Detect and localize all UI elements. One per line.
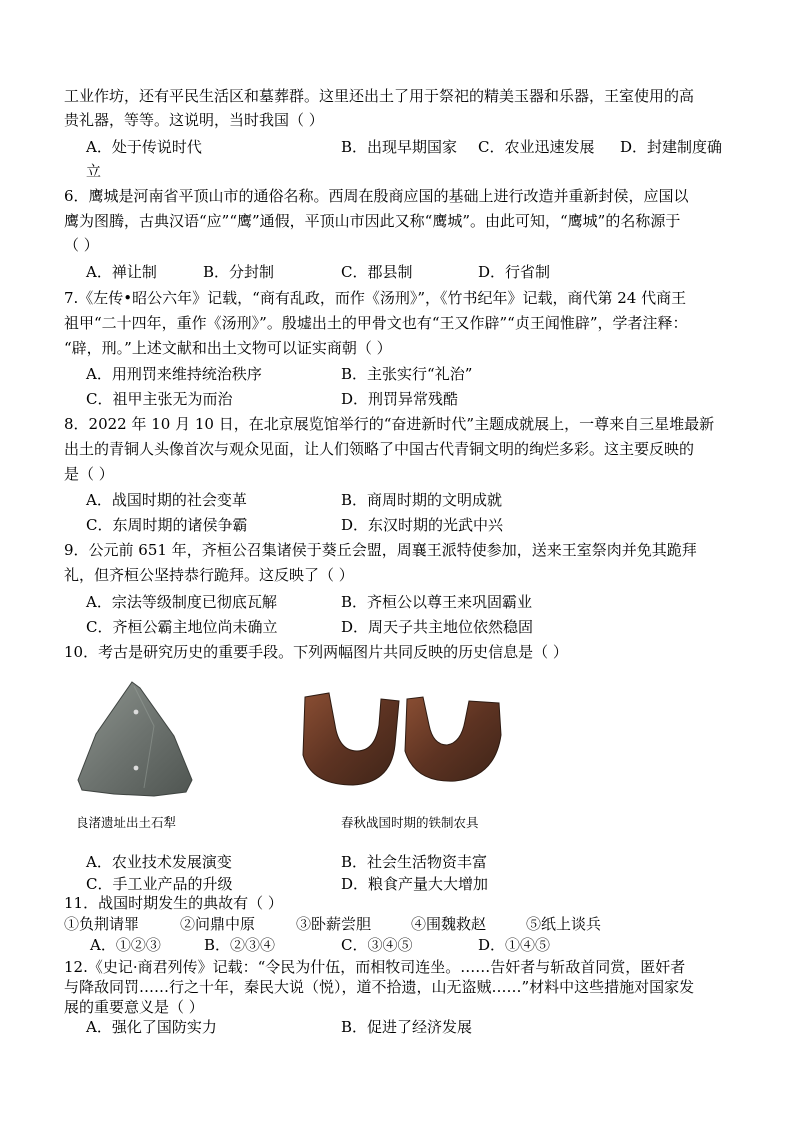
- q11-option-d[interactable]: D．①④⑤: [478, 936, 551, 954]
- q12-stem-line-1: 12.《史记·商君列传》记载：“令民为什伍，而相牧司连坐。……告奸者与斩敌首同赏，匿奸者: [64, 958, 686, 976]
- q12-option-b[interactable]: B．促进了经济发展: [341, 1018, 473, 1036]
- q11-option-b[interactable]: B．②③④: [204, 936, 276, 954]
- q11-item-4: ④围魏救赵: [411, 915, 487, 933]
- q11-stem: 11．战国时期发生的典故有（ ）: [64, 894, 283, 912]
- q7-option-a[interactable]: A．用刑罚来维持统治秩序: [86, 365, 262, 383]
- q6-stem-line-3: （ ）: [64, 236, 99, 254]
- q5-option-a[interactable]: A．处于传说时代: [86, 138, 202, 156]
- q8-option-a[interactable]: A．战国时期的社会变革: [86, 491, 247, 509]
- q8-option-b[interactable]: B．商周时期的文明成就: [341, 491, 503, 509]
- q6-option-a[interactable]: A．禅让制: [86, 263, 157, 281]
- q9-stem-line-1: 9．公元前 651 年，齐桓公召集诸侯于葵丘会盟，周襄王派特使参加，送来王室祭肉并免其跪拜: [64, 541, 697, 559]
- q12-stem-line-3: 展的重要意义是（ ）: [64, 998, 204, 1016]
- stone-plough-image: [74, 676, 198, 804]
- q9-stem-line-2: 礼，但齐桓公坚持恭行跪拜。这反映了（ ）: [64, 566, 354, 584]
- q12-stem-line-2: 与降敌同罚……行之十年，秦民大说（悦），道不拾遗，山无盗贼……”材料中这些措施对国家发: [64, 978, 695, 996]
- q11-item-3: ③卧薪尝胆: [296, 915, 372, 933]
- stone-plough-caption: 良渚遗址出土石犁: [76, 815, 177, 830]
- q10-option-d[interactable]: D．粮食产量大大增加: [341, 875, 489, 893]
- q11-item-2: ②问鼎中原: [180, 915, 256, 933]
- q12-option-a[interactable]: A．强化了国防实力: [86, 1018, 217, 1036]
- q10-option-a[interactable]: A．农业技术发展演变: [86, 853, 232, 871]
- q5-stem-line-1: 工业作坊，还有平民生活区和墓葬群。这里还出土了用于祭祀的精美玉器和乐器，王室使用的高: [64, 87, 695, 105]
- q8-option-c[interactable]: C．东周时期的诸侯争霸: [86, 516, 248, 534]
- q6-option-d[interactable]: D．行省制: [478, 263, 551, 281]
- q6-stem-line-2: 鹰为图腾，古典汉语“应”“鹰”通假，平顶山市因此又称“鹰城”。由此可知，“鹰城”的名称源于: [64, 212, 681, 230]
- q8-option-d[interactable]: D．东汉时期的光武中兴: [341, 516, 504, 534]
- q5-option-b[interactable]: B．出现早期国家: [341, 138, 458, 156]
- q11-item-5: ⑤纸上谈兵: [526, 915, 602, 933]
- q8-stem-line-1: 8．2022 年 10 月 10 日，在北京展览馆举行的“奋进新时代”主题成就展上，一尊来自三星堆最新: [64, 415, 715, 433]
- q5-option-c[interactable]: C．农业迅速发展: [478, 138, 595, 156]
- q8-stem-line-3: 是（ ）: [64, 465, 114, 483]
- q6-option-b[interactable]: B．分封制: [203, 263, 275, 281]
- q5-option-d[interactable]: D．封建制度确: [620, 138, 723, 156]
- q9-option-b[interactable]: B．齐桓公以尊王来巩固霸业: [341, 593, 533, 611]
- q11-item-1: ①负荆请罪: [64, 915, 140, 933]
- q6-stem-line-1: 6．鹰城是河南省平顶山市的通俗名称。西周在殷商应国的基础上进行改造并重新封侯，应国以: [64, 187, 689, 205]
- q10-option-b[interactable]: B．社会生活物资丰富: [341, 853, 488, 871]
- q10-stem: 10．考古是研究历史的重要手段。下列两幅图片共同反映的历史信息是（ ）: [64, 643, 568, 661]
- q7-stem-line-2: 祖甲“二十四年，重作《汤刑》”。殷墟出土的甲骨文也有“王又作辟”“贞王闻惟辟”，学者注释：: [64, 314, 688, 332]
- q5-stem-line-2: 贵礼器，等等。这说明，当时我国（ ）: [64, 111, 324, 129]
- q10-option-c[interactable]: C．手工业产品的升级: [86, 875, 233, 893]
- q7-option-d[interactable]: D．刑罚异常残酷: [341, 390, 459, 408]
- q8-stem-line-2: 出土的青铜人头像首次与观众见面，让人们领略了中国古代青铜文明的绚烂多彩。这主要反映的: [64, 440, 695, 458]
- q9-option-a[interactable]: A．宗法等级制度已彻底瓦解: [86, 593, 277, 611]
- q9-option-c[interactable]: C．齐桓公霸主地位尚未确立: [86, 618, 278, 636]
- q11-option-c[interactable]: C．③④⑤: [341, 936, 413, 954]
- q6-option-c[interactable]: C．郡县制: [341, 263, 413, 281]
- q7-option-b[interactable]: B．主张实行“礼治”: [341, 365, 473, 383]
- q7-stem-line-1: 7.《左传•昭公六年》记载，“商有乱政，而作《汤刑》”，《竹书纪年》记载，商代第 24 代商王: [64, 289, 687, 307]
- q5-option-d-continued: 立: [86, 162, 102, 180]
- q7-option-c[interactable]: C．祖甲主张无为而治: [86, 390, 233, 408]
- iron-tools-image: [295, 685, 507, 795]
- q11-option-a[interactable]: A．①②③: [90, 936, 161, 954]
- iron-tools-caption: 春秋战国时期的铁制农具: [341, 815, 479, 830]
- q9-option-d[interactable]: D．周天子共主地位依然稳固: [341, 618, 534, 636]
- q7-stem-line-3: “辟，刑。”上述文献和出土文物可以证实商朝（ ）: [64, 339, 392, 357]
